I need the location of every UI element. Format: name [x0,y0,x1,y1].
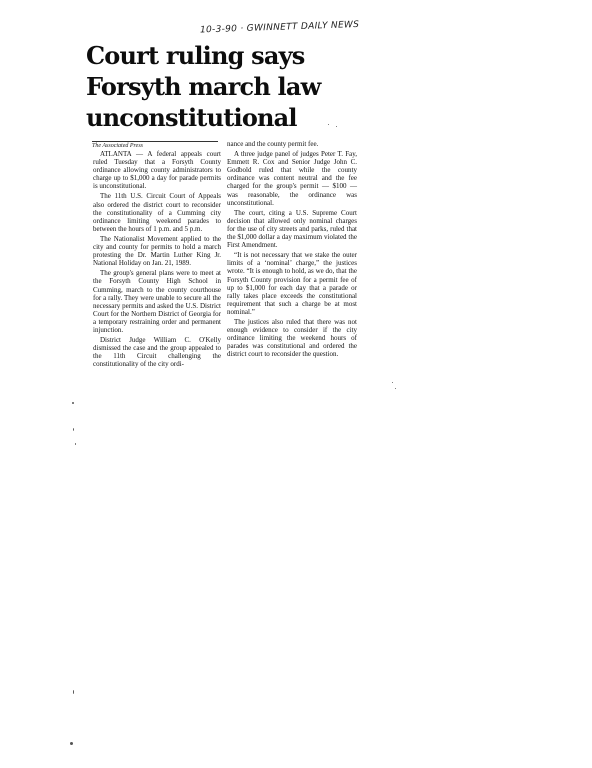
scan-speck [336,126,337,127]
paragraph: The court, citing a U.S. Supreme Court decision that allowed only nominal charges for the use of city streets and parks, ruled that the $1,000 dollar a day maximum violated the First Amendment. [227,208,357,250]
headline-line-1: Court ruling says [86,41,305,70]
paragraph: The group's general plans were to meet at the Forsyth County High School in Cumming, march to the county courthouse for a rally. They were unable to secure all the necessary permits and asked the U.S. District Court for the Northern District of Georgia for a temporary restraining order and permanent injunction. [93,269,221,334]
headline-line-3: unconstitutional [86,103,297,132]
scan-speck [395,388,396,389]
paragraph: ATLANTA — A federal appeals court ruled Tuesday that a Forsyth County ordinance allowing county administrators to charge up to $1,000 a day for parade permits is unconstitutional. [93,150,221,191]
article-byline: The Associated Press [92,143,143,149]
scan-speck [73,428,74,431]
headline-line-2: Forsyth march law [86,72,321,101]
scan-speck [328,124,329,125]
scan-speck [392,382,393,383]
scan-speck [75,443,76,445]
scan-speck [72,402,74,404]
paragraph: “It is not necessary that we stake the outer limits of a ‘nominal’ charge,” the justices wrote. “It is enough to hold, as we do, that the Forsyth County provision for a permit fee of up to $1,000 for each day that a parade or rally takes place exceeds the constitutional requirement that such a charge be at most nominal.” [227,251,357,316]
scan-speck [73,690,74,694]
paragraph: The 11th U.S. Circuit Court of Appeals also ordered the district court to reconsider the constitutionality of a Cumming city ordinance limiting weekend parades to between the hours of 1 p.m. and 5 p.m. [93,192,221,233]
paragraph: The Nationalist Movement applied to the city and county for permits to hold a march protesting the Dr. Martin Luther King Jr. National Holiday on Jan. 21, 1989. [93,234,221,268]
article-headline [86,40,386,133]
paragraph: A three judge panel of judges Peter T. Fay, Emmett R. Cox and Senior Judge John C. Godbold ruled that while the county ordinance was content neutral and the fee charged for the group's permit — $100 — was reasonable, the ordinance was unconstitutional. [227,150,357,207]
byline-rule [92,141,218,142]
article-column-2 [227,140,357,360]
article-column-1 [93,150,221,370]
paragraph: The justices also ruled that there was not enough evidence to consider if the city ordinance limiting the weekend hours of parades was constitutional and ordered the district court to reconsider the question. [227,317,357,359]
handwritten-date-source-note: 10-3-90 · GWINNETT DAILY NEWS [199,19,360,36]
paragraph: nance and the county permit fee. [227,140,319,148]
paragraph: District Judge William C. O'Kelly dismissed the case and the group appealed to the 11th Circuit challenging the constitutionality of the city ordi- [93,336,221,369]
scan-speck [70,742,73,745]
